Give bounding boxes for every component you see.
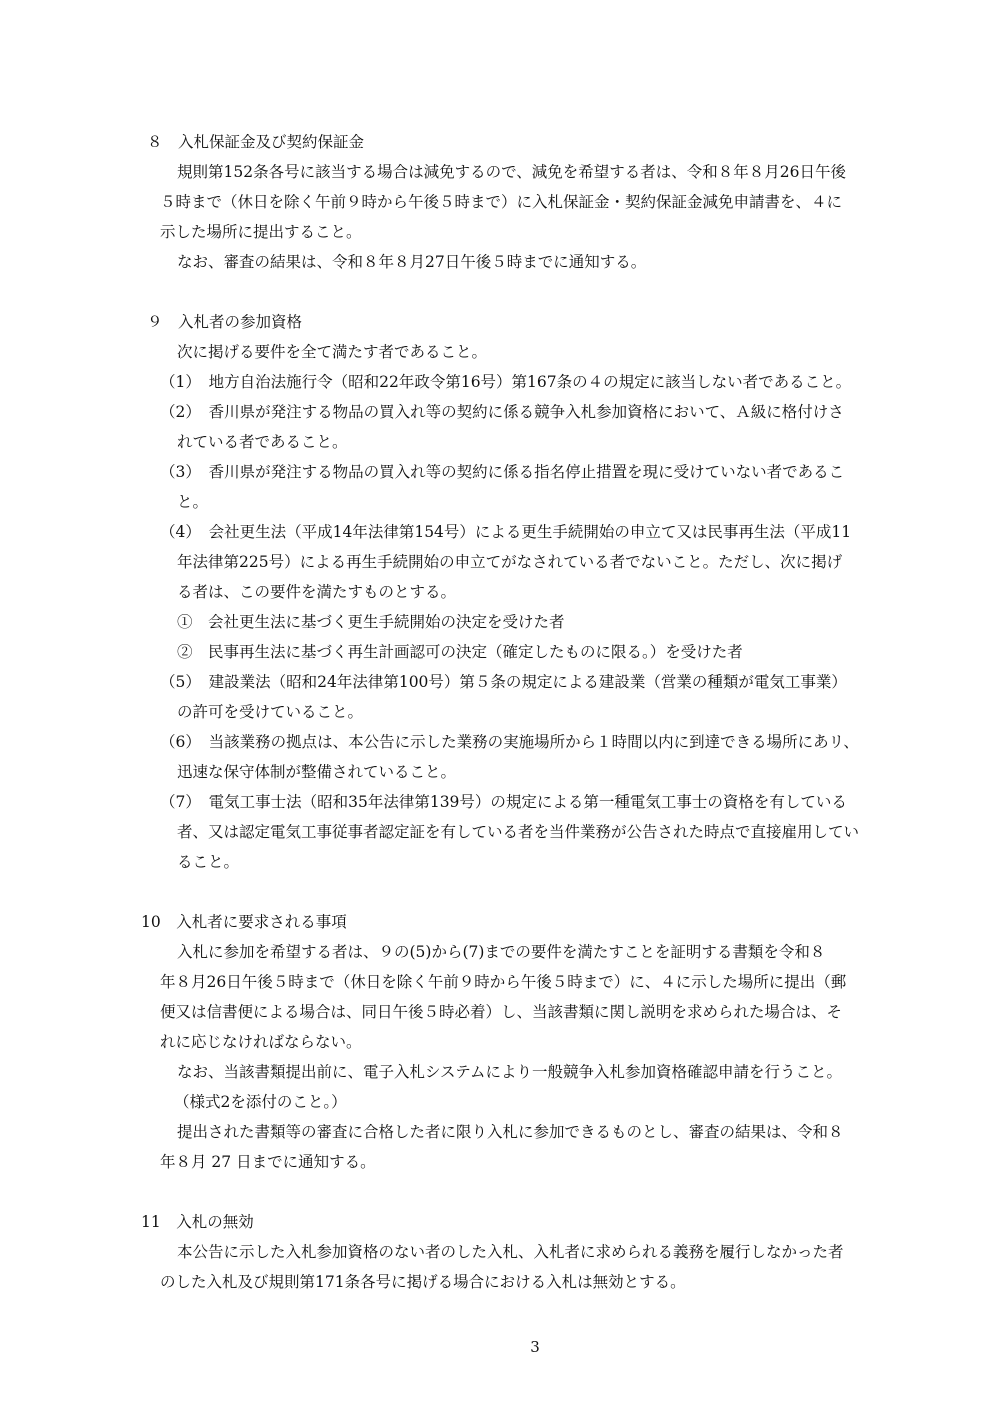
section-10-line: れに応じなければならない。 [160,1033,362,1051]
section-11-line: のした入札及び規則第171条各号に掲げる場合における入札は無効とする。 [160,1273,686,1291]
section-10-line: 提出された書類等の審査に合格した者に限り入札に参加できるものとし、審査の結果は、令和８ [177,1123,844,1141]
section-9-line: と。 [177,493,209,511]
section-10-line: 年８月26日午後５時まで（休日を除く午前９時から午後５時まで）に、４に示した場所に提出（郵 [160,973,847,991]
section-10-line: 入札に参加を希望する者は、９の(5)から(7)までの要件を満たすことを証明する書類を令和８ [177,943,826,961]
section-11-heading: 11 入札の無効 [141,1213,254,1231]
section-9-item-3: （3） 香川県が発注する物品の買入れ等の契約に係る指名停止措置を現に受けていない者であるこ [160,463,845,481]
section-9-item-5: （5） 建設業法（昭和24年法律第100号）第５条の規定による建設業（営業の種類が電気工事業） [160,673,847,691]
section-9-item-6: （6） 当該業務の拠点は、本公告に示した業務の実施場所から１時間以内に到達できる場所にあリ、 [160,733,859,751]
section-10-line: なお、当該書類提出前に、電子入札システムにより一般競争入札参加資格確認申請を行うこと。 [177,1063,842,1081]
section-9-line: 者、又は認定電気工事従事者認定証を有している者を当件業務が公告された時点で直接雇用してい [177,823,860,841]
section-9-item-7: （7） 電気工事士法（昭和35年法律第139号）の規定による第一種電気工事士の資格を有している [160,793,847,811]
page-number: 3 [530,1338,540,1356]
section-10-line: 年８月 27 日までに通知する。 [160,1153,376,1171]
section-8-line: ５時まで（休日を除く午前９時から午後５時まで）に入札保証金・契約保証金減免申請書を、４に [160,193,843,211]
section-9-line: 迅速な保守体制が整備されていること。 [177,763,457,781]
section-10-line: （様式2を添付のこと。） [174,1093,347,1111]
section-8-line: 示した場所に提出すること。 [160,223,362,241]
section-9-subitem-2: ② 民事再生法に基づく再生計画認可の決定（確定したものに限る。）を受けた者 [177,643,743,661]
section-9-line: の許可を受けていること。 [177,703,364,721]
section-8-heading: ８ 入札保証金及び契約保証金 [147,133,365,151]
section-9-item-4: （4） 会社更生法（平成14年法律第154号）による更生手続開始の申立て又は民事再生法（平成11 [160,523,852,541]
section-9-heading: ９ 入札者の参加資格 [147,313,303,331]
section-10-heading: 10 入札者に要求される事項 [141,913,347,931]
section-8-line: 規則第152条各号に該当する場合は減免するので、減免を希望する者は、令和８年８月26日午後 [177,163,847,181]
section-9-line: る者は、この要件を満たすものとする。 [177,583,457,601]
section-9-line: 年法律第225号）による再生手続開始の申立てがなされている者でないこと。ただし、次に掲げ [177,553,843,571]
section-9-line: 次に掲げる要件を全て満たす者であること。 [177,343,488,361]
section-8-line: なお、審査の結果は、令和８年８月27日午後５時までに通知する。 [177,253,647,271]
section-9-item-2: （2） 香川県が発注する物品の買入れ等の契約に係る競争入札参加資格において、Ａ級に格付けさ [160,403,844,421]
section-9-line: れている者であること。 [177,433,348,451]
section-9-subitem-1: ① 会社更生法に基づく更生手続開始の決定を受けた者 [177,613,565,631]
section-10-line: 便又は信書便による場合は、同日午後５時必着）し、当該書類に関し説明を求められた場合は、そ [160,1003,843,1021]
section-11-line: 本公告に示した入札参加資格のない者のした入札、入札者に求められる義務を履行しなかった者 [177,1243,844,1261]
section-9-item-1: （1） 地方自治法施行令（昭和22年政令第16号）第167条の４の規定に該当しない者であること。 [160,373,852,391]
section-9-line: ること。 [177,853,240,871]
